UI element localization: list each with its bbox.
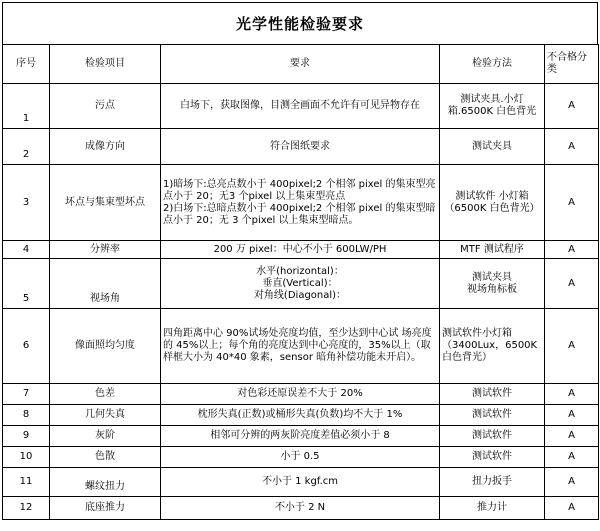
row-no: 6	[3, 309, 50, 384]
row-requirement: 水平(horizontal)： 垂直(Vertical)： 对角线(Diagonal)：	[161, 259, 440, 309]
row-item: 几何失真	[50, 405, 161, 426]
row-requirement: 四角距离中心 90%试场处亮度均值，至少达到中心试 场亮度的 45%以上；每个角的亮度达到中心亮度的，35%以上（取样框大小为 40*40 象素，sensor 暗角补偿功能未开启）。	[161, 309, 440, 384]
row-no: 11	[3, 468, 50, 497]
row-method: 测试软件	[440, 384, 545, 405]
table-row	[3, 241, 599, 259]
row-class: A	[545, 309, 599, 384]
row-requirement: 不小于 1 kgf.cm	[161, 468, 440, 497]
row-class: A	[545, 129, 599, 165]
header-no: 序号	[3, 45, 50, 84]
row-method: 测试软件	[440, 447, 545, 468]
table-row	[3, 405, 599, 426]
row-item: 视场角	[50, 259, 161, 309]
inspection-table	[2, 44, 599, 520]
header-method: 检验方法	[440, 45, 545, 84]
row-method: 推力计	[440, 497, 545, 520]
row-requirement: 相邻可分辨的两灰阶亮度差值必须小于 8	[161, 426, 440, 447]
row-class: A	[545, 426, 599, 447]
row-method: 测试软件 小灯箱（6500K 白色背光）	[440, 165, 545, 241]
row-class: A	[545, 497, 599, 520]
row-no: 4	[3, 241, 50, 259]
row-no: 8	[3, 405, 50, 426]
row-item: 坏点与集束型坏点	[50, 165, 161, 241]
row-item: 色散	[50, 447, 161, 468]
row-item: 分辨率	[50, 241, 161, 259]
row-requirement: 对色彩还原误差不大于 20%	[161, 384, 440, 405]
header-row	[3, 45, 599, 84]
row-requirement: 符合图纸要求	[161, 129, 440, 165]
page-title: 光学性能检验要求	[2, 2, 598, 44]
row-method: 测试夹具	[440, 129, 545, 165]
row-no: 10	[3, 447, 50, 468]
row-class: A	[545, 259, 599, 309]
row-class: A	[545, 405, 599, 426]
row-method: 测试软件小灯箱（3400Lux，6500K 白色背光）	[440, 309, 545, 384]
row-requirement: 200 万 pixel：中心不小于 600LW/PH	[161, 241, 440, 259]
table-row	[3, 309, 599, 384]
row-class: A	[545, 384, 599, 405]
row-method: 扭力扳手	[440, 468, 545, 497]
header-item: 检验项目	[50, 45, 161, 84]
row-method: 测试软件	[440, 405, 545, 426]
table-row	[3, 165, 599, 241]
row-item: 污点	[50, 84, 161, 129]
table-row	[3, 497, 599, 520]
table-row	[3, 129, 599, 165]
row-no: 9	[3, 426, 50, 447]
row-item: 像面照均匀度	[50, 309, 161, 384]
row-item: 螺纹扭力	[50, 468, 161, 497]
inspection-sheet	[2, 2, 598, 529]
row-item: 灰阶	[50, 426, 161, 447]
row-class: A	[545, 165, 599, 241]
row-class: A	[545, 84, 599, 129]
row-method: 测试软件	[440, 426, 545, 447]
row-no: 2	[3, 129, 50, 165]
row-item: 底座推力	[50, 497, 161, 520]
row-requirement: 枕形失真(正数)或桶形失真(负数)均不大于 1%	[161, 405, 440, 426]
row-no: 12	[3, 497, 50, 520]
row-no: 3	[3, 165, 50, 241]
table-row	[3, 468, 599, 497]
table-row	[3, 84, 599, 129]
row-class: A	[545, 241, 599, 259]
row-requirement: 白场下，获取图像，目测全画面不允许有可见异物存在	[161, 84, 440, 129]
row-class: A	[545, 447, 599, 468]
row-requirement: 不小于 2 N	[161, 497, 440, 520]
row-no: 7	[3, 384, 50, 405]
header-class: 不合格分类	[545, 45, 599, 84]
row-class: A	[545, 468, 599, 497]
table-row	[3, 447, 599, 468]
table-row	[3, 259, 599, 309]
row-no: 5	[3, 259, 50, 309]
row-no: 1	[3, 84, 50, 129]
table-row	[3, 384, 599, 405]
row-item: 成像方向	[50, 129, 161, 165]
row-requirement: 1)暗场下:总亮点数小于 400pixel;2 个相邻 pixel 的集束型亮点小于 20；无3 个pixel 以上集束型亮点 2)白场下:总暗点数小于 400pixel;2 个相邻 pixel 的集束型暗点小于 20；无 3 个pixel 以上集束型暗点。	[161, 165, 440, 241]
table-row	[3, 426, 599, 447]
row-requirement: 小于 0.5	[161, 447, 440, 468]
header-requirement: 要求	[161, 45, 440, 84]
row-method: MTF 测试程序	[440, 241, 545, 259]
row-method: 测试夹具.小灯箱.6500K 白色背光	[440, 84, 545, 129]
row-item: 色差	[50, 384, 161, 405]
row-method: 测试夹具 视场角标板	[440, 259, 545, 309]
